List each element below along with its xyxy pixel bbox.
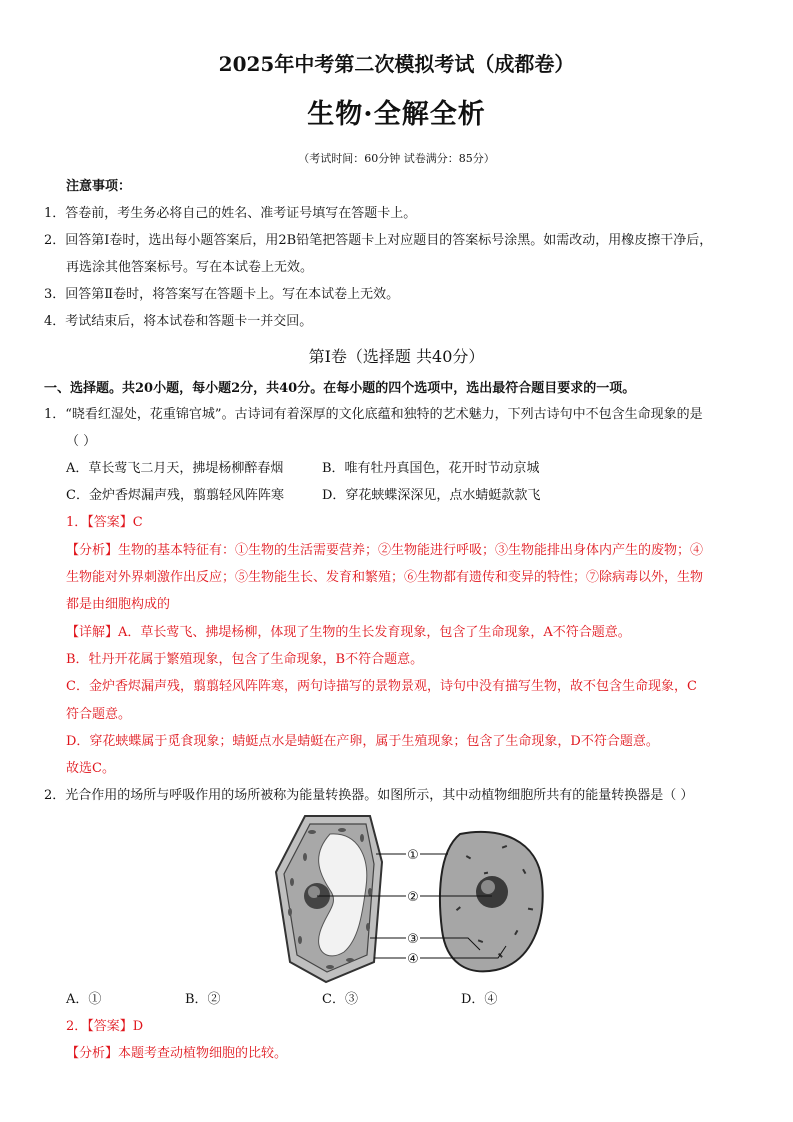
q1-detail-line: B．牡丹开花属于繁殖现象，包含了生命现象，B不符合题意。	[66, 652, 424, 667]
q1-analysis-line: 【分析】生物的基本特征有：①生物的生活需要营养；②生物能进行呼吸；③生物能排出身体内产生的废物；④	[66, 543, 704, 558]
q2-answer: 2．【答案】D	[66, 1019, 144, 1034]
q1-analysis-line: 生物能对外界刺激作出反应；⑤生物能生长、发育和繁殖；⑥生物都有遗传和变异的特性；⑦除病毒以外，生物	[66, 570, 704, 585]
notice-item-1: 1．答卷前，考生务必将自己的姓名、准考证号填写在答题卡上。	[44, 206, 417, 221]
q1-detail-line: 故选C。	[66, 761, 115, 776]
section-title: 第Ⅰ卷（选择题 共40分）	[308, 347, 485, 366]
q1-option-b: B．唯有牡丹真国色，花开时节动京城	[322, 461, 540, 476]
notice-item-2-cont: 再选涂其他答案标号。写在本试卷上无效。	[66, 260, 314, 275]
label-1: ①	[407, 848, 419, 863]
subject-title: 生物·全解全析	[307, 99, 486, 130]
q1-detail-line: 【详解】A．草长莺飞、拂堤杨柳，体现了生物的生长发育现象，包含了生命现象，A不符合题意。	[66, 625, 631, 640]
q2-stem: 2．光合作用的场所与呼吸作用的场所被称为能量转换器。如图所示，其中动植物细胞所共有的能量转换器是（ ）	[44, 788, 694, 803]
q2-option-d: D．④	[461, 992, 498, 1007]
cell-diagram	[270, 812, 545, 984]
exam-info: （考试时间：60分钟 试卷满分：85分）	[298, 152, 495, 165]
q1-detail-line: D．穿花蛱蝶属于觅食现象；蜻蜓点水是蜻蜓在产卵，属于生殖现象；包含了生命现象，D不符合题意。	[66, 734, 659, 749]
q1-analysis-line: 都是由细胞构成的	[66, 597, 171, 612]
q2-analysis: 【分析】本题考查动植物细胞的比较。	[66, 1046, 288, 1061]
q2-option-c: C．③	[322, 992, 358, 1007]
exam-title: 2025年中考第二次模拟考试（成都卷）	[218, 52, 575, 76]
label-2: ②	[407, 890, 419, 905]
label-4: ④	[407, 952, 419, 967]
q1-stem: 1．“晓看红湿处，花重锦官城”。古诗词有着深厚的文化底蕴和独特的艺术魅力，下列古诗句中不包含生命现象的是	[44, 407, 703, 422]
q1-option-d: D．穿花蛱蝶深深见，点水蜻蜓款款飞	[322, 488, 541, 503]
notice-heading: 注意事项：	[66, 179, 132, 194]
label-3: ③	[407, 932, 419, 947]
q2-option-b: B．②	[185, 992, 221, 1007]
figure-labels	[407, 848, 419, 967]
q1-stem-blank: （ ）	[66, 434, 97, 449]
q1-option-a: A．草长莺飞二月天，拂堤杨柳醉春烟	[66, 461, 284, 476]
notice-item-4: 4．考试结束后，将本试卷和答题卡一并交回。	[44, 314, 313, 329]
q2-option-a: A．①	[66, 992, 102, 1007]
section-instruction: 一、选择题。共20小题，每小题2分，共40分。在每小题的四个选项中，选出最符合题目要求的一项。	[44, 381, 636, 396]
q1-option-c: C．金炉香烬漏声残，翦翦轻风阵阵寒	[66, 488, 284, 503]
notice-item-2: 2．回答第Ⅰ卷时，选出每小题答案后，用2B铅笔把答题卡上对应题目的答案标号涂黑。如需改动，用橡皮擦干净后，	[44, 233, 713, 248]
q1-answer: 1．【答案】C	[66, 515, 143, 530]
q1-detail-line: 符合题意。	[66, 707, 132, 722]
q1-detail-line: C．金炉香烬漏声残，翦翦轻风阵阵寒，两句诗描写的景物景观，诗句中没有描写生物，故不包含生命现象，C	[66, 679, 697, 694]
notice-item-3: 3．回答第Ⅱ卷时，将答案写在答题卡上。写在本试卷上无效。	[44, 287, 400, 302]
